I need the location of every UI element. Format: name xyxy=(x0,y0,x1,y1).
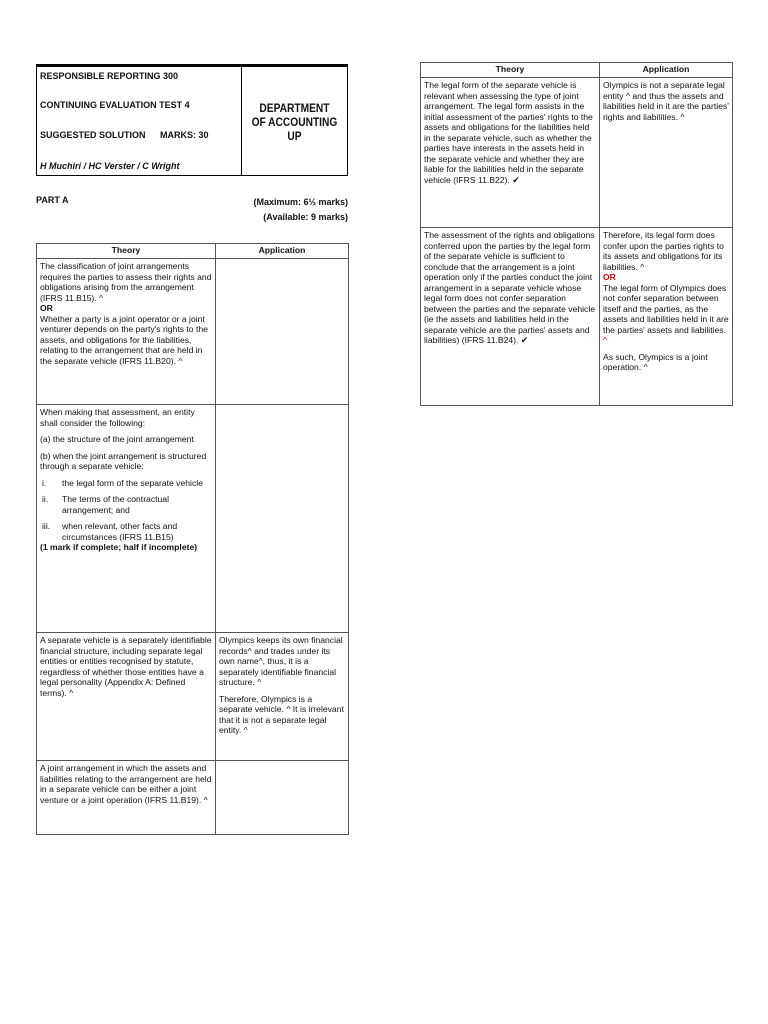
theory-cell xyxy=(37,405,216,633)
authors: H Muchiri / HC Verster / C Wright xyxy=(40,161,180,171)
check-mark-icon: ✔ xyxy=(520,335,529,345)
table-row xyxy=(421,78,733,228)
total-marks: MARKS: 30 xyxy=(160,130,209,140)
application-cell xyxy=(216,405,349,633)
theory-text: The assessment of the rights and obligations conferred upon the parties by the legal form of the separate vehicle is sufficient to conclude that the arrangement is a joint operation only if the parties conduct the joint arrangement in a separate vehicle whose legal form does not confer separation between the parties and the separate vehicle (ie the assets and liabilities held in the separate vehicle are the parties' assets and liabilities) (IFRS 11.B24). xyxy=(424,230,596,345)
application-text-body: The legal form of Olympics does not confer separation between itself and the parties, as the assets and liabilities held in it are the parties' assets and liabilities. xyxy=(603,282,729,335)
solution-table-left xyxy=(36,243,349,835)
table-row xyxy=(37,405,349,633)
mark-note: (1 mark if complete; half if incomplete) xyxy=(40,542,198,552)
application-header: Application xyxy=(600,63,733,78)
list-text: when relevant, other facts and circumstances (IFRS 11.B15) xyxy=(62,521,178,542)
theory-text: A joint arrangement in which the assets and liabilities relating to the arrangement are held in a separate vehicle can be either a joint venture or a joint operation (IFRS 11.B19). ^ xyxy=(40,763,212,805)
application-cell xyxy=(600,78,733,228)
application-header: Application xyxy=(216,244,349,259)
application-cell xyxy=(600,228,733,406)
max-marks: (Maximum: 6½ marks) xyxy=(253,197,348,207)
table-row xyxy=(37,259,349,405)
application-cell xyxy=(216,259,349,405)
header-box xyxy=(36,64,348,176)
list-number: ii. xyxy=(42,494,49,504)
list-text: the legal form of the separate vehicle xyxy=(62,477,203,488)
list-item xyxy=(40,521,212,542)
list-number: iii. xyxy=(42,521,51,531)
application-text: Therefore, Olympics is a separate vehicle. ^ It is irrelevant that it is not a separate legal entity. ^ xyxy=(219,693,344,735)
theory-text: The classification of joint arrangements requires the parties to assess their rights and obligations arising from the arrangement (IFRS 11.B15). ^ xyxy=(40,261,212,303)
available-marks: (Available: 9 marks) xyxy=(263,212,348,222)
application-cell xyxy=(216,761,349,835)
department-block xyxy=(241,67,347,176)
department-line-1: DEPARTMENT xyxy=(259,100,330,115)
table-header-row xyxy=(421,63,733,78)
theory-cell xyxy=(421,228,600,406)
list-item xyxy=(40,494,212,515)
table-row xyxy=(421,228,733,406)
theory-cell xyxy=(421,78,600,228)
theory-cell xyxy=(37,259,216,405)
department-line-2: OF ACCOUNTING xyxy=(251,114,338,129)
application-text: Olympics keeps its own financial records^ and trades under its own name^, thus, it is a separately identifiable financial structure. ^ xyxy=(219,635,343,687)
table-row xyxy=(37,761,349,835)
application-text xyxy=(603,283,729,346)
table-row xyxy=(37,633,349,761)
department-line-3: UP xyxy=(287,128,302,143)
theory-cell xyxy=(37,633,216,761)
or-label: OR xyxy=(603,272,616,282)
application-text: Therefore, its legal form does confer upon the parties rights to its assets and obligations for its liabilities. ^ xyxy=(603,230,724,272)
solution-table-right xyxy=(420,62,733,406)
list-text: The terms of the contractual arrangement; and xyxy=(62,494,169,515)
solution-label: SUGGESTED SOLUTION xyxy=(40,130,146,140)
theory-text: Whether a party is a joint operator or a joint venturer depends on the party's rights to the assets, and obligations for the liabilities, relating to the arrangement that are held in the separate vehicle (IFRS 11.B20). ^ xyxy=(40,313,208,366)
theory-text: (a) the structure of the joint arrangement xyxy=(40,434,194,444)
theory-text: The legal form of the separate vehicle is relevant when assessing the type of joint arrangement. The legal form assists in the initial assessment of the parties' rights to the assets and obligations for the liabilities held in the separate vehicle, such as whether the parties have interests in the assets held in the separate vehicle and whether they are liable for the liabilities held in the separate vehicle (IFRS 11.B22). xyxy=(424,80,593,185)
theory-text: A separate vehicle is a separately identifiable financial structure, including separate legal entities or entities recognised by statute, regardless of whether those entities have a legal personality (Appendix A: Defined terms). ^ xyxy=(40,635,212,698)
marks-info xyxy=(253,195,348,225)
check-mark-icon: ✔ xyxy=(512,174,520,185)
application-text: Olympics is not a separate legal entity ^ and thus the assets and liabilities held in it are the parties' rights and liabilities. ^ xyxy=(603,80,729,122)
application-text: As such, Olympics is a joint operation. ^ xyxy=(603,351,708,372)
module-title: RESPONSIBLE REPORTING 300 xyxy=(40,71,179,81)
list-number: i. xyxy=(42,477,47,488)
theory-text: (b) when the joint arrangement is structured through a separate vehicle: xyxy=(40,450,207,471)
application-cell xyxy=(216,633,349,761)
theory-text: When making that assessment, an entity shall consider the following: xyxy=(40,407,195,428)
table-header-row xyxy=(37,244,349,259)
theory-header: Theory xyxy=(421,63,600,78)
test-title: CONTINUING EVALUATION TEST 4 xyxy=(40,100,190,110)
header-info xyxy=(37,67,241,176)
mark-caret: ^ xyxy=(603,335,608,345)
theory-header: Theory xyxy=(37,244,216,259)
theory-cell xyxy=(37,761,216,835)
list-item xyxy=(40,478,212,489)
part-title: PART A xyxy=(36,195,69,205)
or-label: OR xyxy=(40,303,53,313)
